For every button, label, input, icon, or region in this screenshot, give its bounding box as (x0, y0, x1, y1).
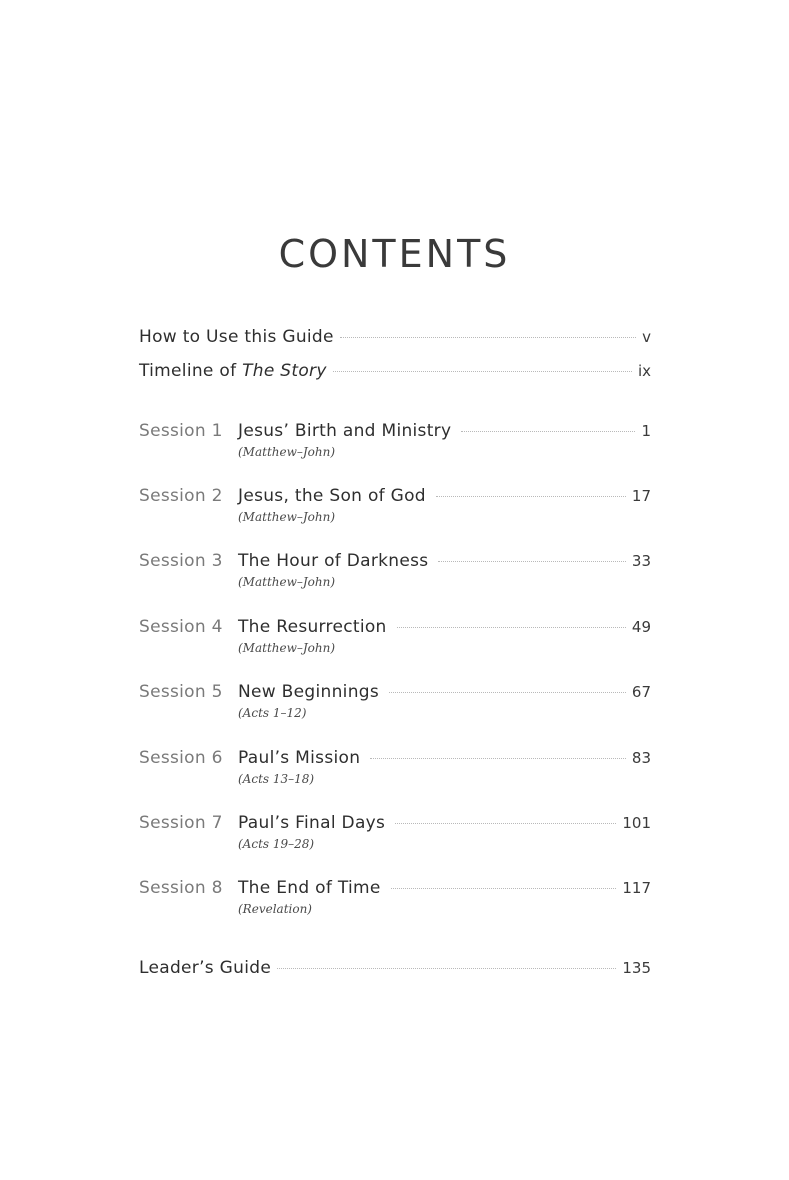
session-title-row (238, 550, 651, 572)
session-scripture-ref: (Acts 19–28) (238, 837, 315, 851)
dot-leader (438, 561, 625, 562)
session-title: The Hour of Darkness (238, 551, 429, 571)
toc-entry-how-to-use[interactable] (139, 326, 651, 348)
session-title: Jesus’ Birth and Ministry (238, 421, 452, 441)
session-scripture-ref: (Matthew–John) (238, 445, 336, 459)
toc-page-number: 83 (631, 749, 651, 767)
session-number: Session 6 (139, 748, 223, 768)
session-title-row (238, 812, 651, 834)
session-title: Paul’s Mission (238, 748, 361, 768)
toc-page-number: 33 (631, 552, 651, 570)
session-scripture-ref: (Matthew–John) (238, 641, 336, 655)
toc-entry-label (139, 360, 327, 382)
page-title: CONTENTS (278, 232, 511, 276)
toc-page-number: 101 (622, 814, 651, 832)
session-title: The End of Time (238, 878, 381, 898)
toc-session-2[interactable] (139, 485, 651, 535)
dot-leader (340, 337, 636, 338)
dot-leader (436, 496, 626, 497)
toc-session-3[interactable] (139, 550, 651, 600)
session-number: Session 4 (139, 617, 223, 637)
toc-page-number: 17 (631, 487, 651, 505)
session-title-row (238, 877, 651, 899)
session-title-row (238, 420, 651, 442)
toc-page-number: 67 (631, 683, 651, 701)
toc-page-number: 1 (641, 422, 651, 440)
toc-page-number: v (642, 328, 651, 346)
toc-page-number: 49 (631, 618, 651, 636)
toc-session-4[interactable] (139, 616, 651, 666)
dot-leader (333, 371, 632, 372)
dot-leader (397, 627, 626, 628)
toc-entry-label-italic: The Story (242, 361, 327, 381)
session-number: Session 3 (139, 551, 223, 571)
session-title-row (238, 616, 651, 638)
dot-leader (395, 823, 616, 824)
session-title-row (238, 681, 651, 703)
session-title: The Resurrection (238, 617, 387, 637)
session-number: Session 2 (139, 486, 223, 506)
toc-session-5[interactable] (139, 681, 651, 731)
toc-page-number: 117 (622, 879, 651, 897)
session-scripture-ref: (Acts 13–18) (238, 772, 315, 786)
toc-entry-label: Leader’s Guide (139, 958, 272, 978)
dot-leader (461, 431, 635, 432)
toc-page-number: 135 (622, 959, 651, 977)
session-number: Session 5 (139, 682, 223, 702)
toc-page-number: ix (637, 362, 651, 380)
toc-session-1[interactable] (139, 420, 651, 470)
session-scripture-ref: (Matthew–John) (238, 510, 336, 524)
dot-leader (370, 758, 626, 759)
session-title: New Beginnings (238, 682, 380, 702)
dot-leader (277, 968, 616, 969)
session-title-row (238, 485, 651, 507)
toc-session-7[interactable] (139, 812, 651, 862)
session-title-row (238, 747, 651, 769)
session-title: Paul’s Final Days (238, 813, 386, 833)
session-scripture-ref: (Acts 1–12) (238, 706, 307, 720)
toc-entry-label: How to Use this Guide (139, 327, 334, 347)
dot-leader (391, 888, 617, 889)
dot-leader (389, 692, 626, 693)
session-number: Session 7 (139, 813, 223, 833)
toc-entry-timeline[interactable] (139, 360, 651, 382)
toc-entry-leaders-guide[interactable] (139, 957, 651, 979)
session-scripture-ref: (Matthew–John) (238, 575, 336, 589)
session-title: Jesus, the Son of God (238, 486, 426, 506)
session-number: Session 8 (139, 878, 223, 898)
toc-session-8[interactable] (139, 877, 651, 927)
session-scripture-ref: (Revelation) (238, 902, 312, 916)
session-number: Session 1 (139, 421, 223, 441)
toc-entry-label-prefix: Timeline of (139, 361, 243, 381)
toc-session-6[interactable] (139, 747, 651, 797)
